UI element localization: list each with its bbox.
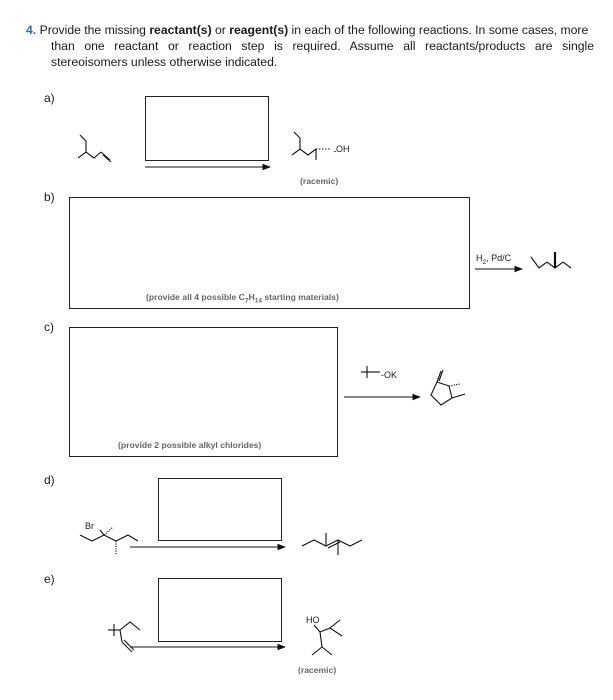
part-d-product-structure bbox=[302, 533, 362, 555]
part-d-br-label: Br bbox=[85, 521, 94, 531]
part-a-label: a) bbox=[44, 91, 55, 105]
question-line-2: than one reactant or reaction step is required. Assume all reactants/products are single bbox=[51, 39, 594, 53]
part-c-label: c) bbox=[44, 320, 54, 334]
part-a-reactant-structure bbox=[78, 135, 111, 162]
part-e-ho-label: HO bbox=[306, 615, 320, 625]
question-number: 4. bbox=[26, 23, 37, 37]
caption-c: (provide 2 possible alkyl chlorides) bbox=[118, 440, 262, 450]
part-c-reagent-structure bbox=[361, 366, 380, 378]
part-a-product-structure bbox=[292, 132, 330, 160]
part-e-label: e) bbox=[44, 572, 55, 586]
part-a-oh-label: ..OH bbox=[333, 144, 350, 154]
question-text: 4. Provide the missing reactant(s) or reagent(s) in each of the following reactions. In some cases, more than one reactant or reaction step is required. Assume all reactants/products are single stereoisomers unless otherwise indicated. bbox=[26, 23, 594, 69]
part-c-product-structure bbox=[431, 370, 465, 405]
part-b-reagent-label: $H_2$, Pd/C bbox=[476, 253, 512, 266]
question-line-3: stereoisomers unless otherwise indicated. bbox=[51, 55, 278, 69]
part-b-label: b) bbox=[44, 190, 55, 204]
part-b-product-structure bbox=[531, 252, 571, 268]
part-d-label: d) bbox=[44, 473, 55, 487]
part-e-product-structure bbox=[312, 620, 342, 655]
part-c-reagent-label: -OK bbox=[381, 370, 398, 380]
caption-b: (provide all 4 possible $C_7H_{14}$ starting materials) bbox=[146, 292, 339, 305]
caption-a-racemic: (racemic) bbox=[300, 176, 339, 186]
part-d-reactant-structure bbox=[80, 527, 138, 555]
caption-e-racemic: (racemic) bbox=[298, 665, 337, 675]
